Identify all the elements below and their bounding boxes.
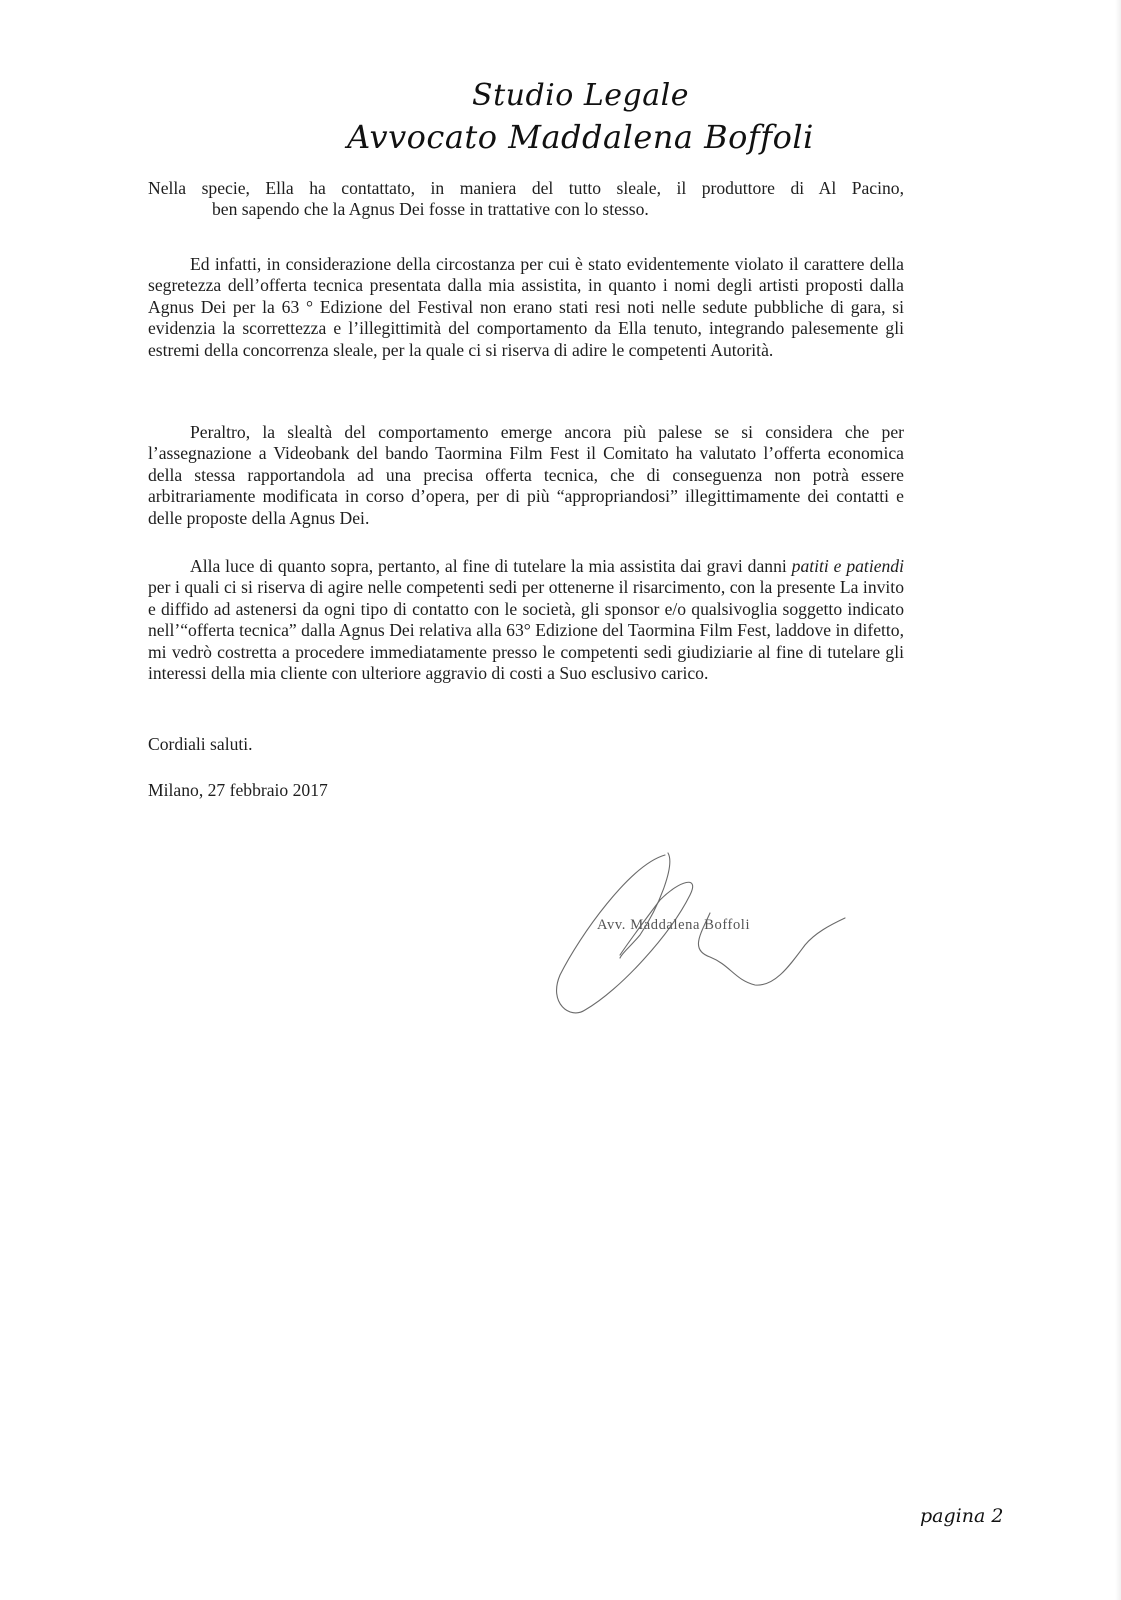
paragraph-4 [148, 556, 904, 684]
paragraph-4-italic-phrase: patiti e patiendi [791, 556, 904, 576]
paragraph-3 [148, 422, 904, 529]
paragraph-1 [148, 178, 904, 221]
signature-stroke-upper [620, 853, 670, 958]
paragraph-2 [148, 254, 904, 361]
paragraph-4-text [148, 556, 904, 684]
letterhead-lawyer-name: Avvocato Maddalena Boffoli [347, 118, 814, 156]
paragraph-3-text: Peraltro, la slealtà del comportamento emerge ancora più palese se si considera che per l’assegnazione a Videobank del bando Taormina Film Fest il Comitato ha valutato l’offerta economica della stessa rapportandola ad una precisa offerta tecnica, che di conseguenza non potrà essere arbitrariamente modificata in corso d’opera, per di più “appropriandosi” illegittimamente dei contatti e delle proposte della Agnus Dei. [148, 422, 904, 528]
paragraph-4-after: per i quali ci si riserva di agire nelle competenti sedi per ottenerne il risarcimento, con la presente La invito e diffido ad astenersi da ogni tipo di contatto con le società, gli sponsor e/o qualsivoglia soggetto indicato nell’“offerta tecnica” dalla Agnus Dei relativa alla 63° Edizione del Taormina Film Fest, laddove in difetto, mi vedrò costretta a procedere immediatamente presso le competenti sedi giudiziarie al fine di tutelare gli interessi della mia cliente con ulteriore aggravio di costi a Suo esclusivo carico. [148, 577, 904, 684]
letterhead-studio: Studio Legale [472, 78, 689, 113]
paragraph-4-before: Alla luce di quanto sopra, pertanto, al fine di tutelare la mia assistita dai gravi danni [190, 556, 792, 576]
page-number: pagina 2 [920, 1505, 1004, 1527]
page-edge-shadow [1115, 0, 1121, 1600]
paragraph-1-line-1: Nella specie, Ella ha contattato, in maniera del tutto sleale, il produttore di Al Pacino, [148, 178, 904, 198]
closing-greeting: Cordiali saluti. [148, 734, 253, 754]
paragraph-1-line-2: ben sapendo che la Agnus Dei fosse in trattative con lo stesso. [212, 199, 649, 220]
place-and-date: Milano, 27 febbraio 2017 [148, 780, 328, 800]
signature-name: Avv. Maddalena Boffoli [597, 917, 751, 933]
paragraph-2-text: Ed infatti, in considerazione della circostanza per cui è stato evidentemente violato il carattere della segretezza dell’offerta tecnica presentata dalla mia assistita, in quanto i nomi degli artisti proposti dalla Agnus Dei per la 63 ° Edizione del Festival non erano stati resi noti nelle sedute pubbliche di gara, si evidenzia la scorrettezza e l’illegittimità del comportamento da Ella tenuto, integrando palesemente gli estremi della concorrenza sleale, per la quale ci si riserva di adire le competenti Autorità. [148, 254, 904, 360]
